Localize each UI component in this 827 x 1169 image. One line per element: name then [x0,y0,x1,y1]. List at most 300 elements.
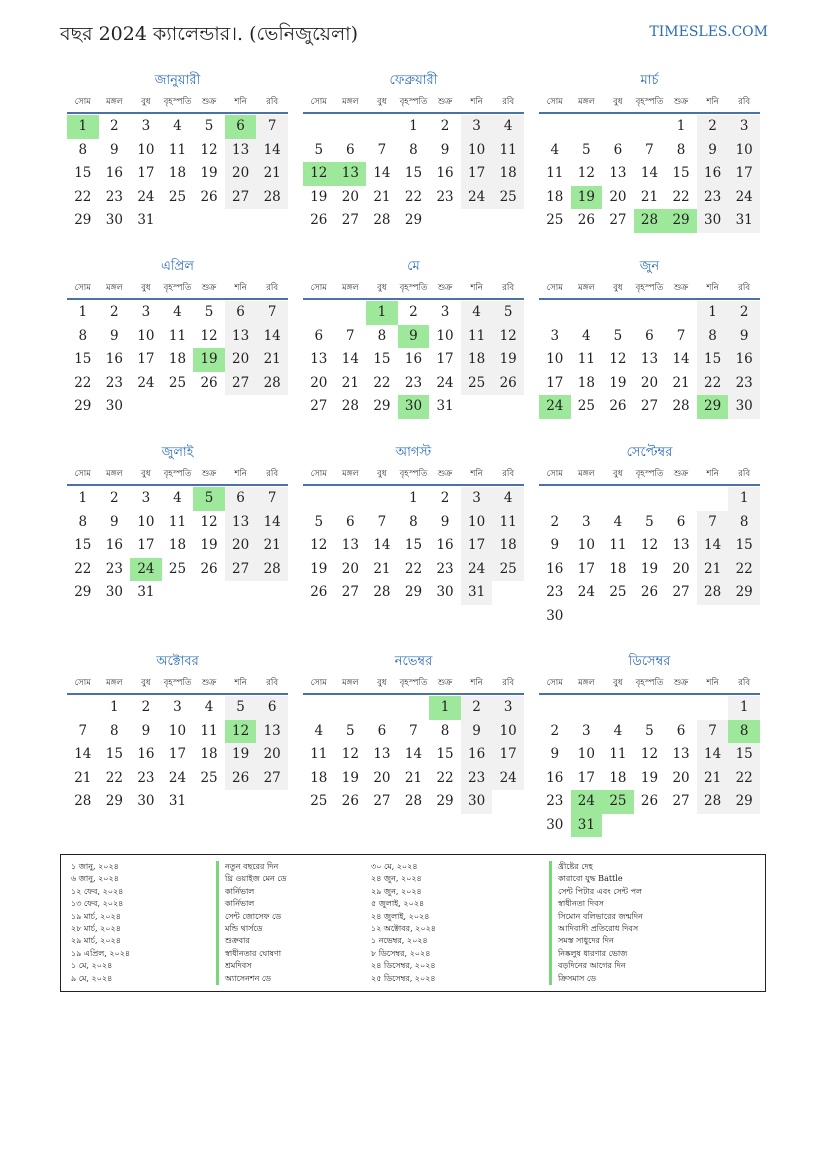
day-cell: 24 [137,374,155,391]
holiday-day-cell: 12 [225,720,257,744]
weekday-label: সোম [310,469,327,479]
day-cell: 31 [137,212,155,228]
day-cell: 13 [609,165,627,181]
holiday-day-cell: 28 [634,209,666,233]
legend-holiday-name: স্বাধীনতা দিবস [549,898,643,910]
weekday-label: বৃহস্পতি [163,283,192,293]
day-cell: 15 [436,746,454,762]
day-cell: 8 [676,141,686,158]
day-cell: 18 [609,560,627,577]
day-cell: 1 [728,696,760,720]
day-cell: 6 [256,696,288,720]
day-cell: 30 [105,584,123,600]
day-cell: 13 [672,746,690,762]
legend-holiday-name: স্বাধীনতার ঘোষণা [216,948,286,960]
day-cell: 10 [577,746,595,762]
day-cell: 9 [440,141,450,158]
day-cell: 30 [546,607,564,624]
weekday-label: রবি [266,97,279,107]
day-cell: 23 [404,374,423,391]
holiday-day-cell: 1 [429,696,461,720]
legend-holiday-name: কার্নিভাল [216,886,286,898]
day-cell: 14 [74,746,92,762]
day-cell: 8 [728,511,760,535]
day-cell: 24 [461,558,493,582]
day-cell: 3 [728,115,760,139]
day-cell: 7 [256,301,288,325]
day-cell: 29 [728,790,760,814]
day-cell: 16 [105,537,123,553]
weekday-label: বৃহস্পতি [163,678,192,688]
day-cell: 10 [168,722,187,739]
day-cell: 7 [346,327,355,344]
day-cell: 17 [168,746,187,762]
day-grid [303,301,524,419]
holiday-day-cell: 1 [366,301,398,325]
empty-cell [335,696,367,720]
weekday-label: বৃহস্পতি [635,283,664,293]
day-cell: 18 [492,162,524,186]
weekday-label: রবি [266,678,279,688]
day-cell: 6 [346,141,355,158]
day-cell: 30 [546,816,564,833]
legend-holiday-name: আদিবাসী প্রতিরোধ দিবস [549,923,643,935]
day-cell: 22 [404,560,423,577]
day-cell: 18 [492,534,524,558]
day-cell: 4 [314,722,324,739]
weekday-header [539,673,760,695]
day-cell: 21 [373,188,391,205]
weekday-label: রবি [266,283,279,293]
weekday-label: শুক্র [437,469,453,479]
month-name: নভেম্বর [394,654,433,669]
day-cell: 23 [728,372,760,396]
empty-cell [697,487,729,511]
legend-date: ২৯ মার্চ, ২০২৪ [71,936,121,946]
day-cell: 9 [697,139,729,163]
day-cell: 18 [461,348,493,372]
day-cell: 11 [461,325,493,349]
weekday-label: শনি [234,469,247,479]
day-cell: 24 [461,186,493,210]
day-cell: 21 [404,769,423,786]
day-cell: 16 [105,351,123,367]
month-block [539,442,760,628]
legend-name-column [549,861,643,985]
legend-date: ১ মে, ২০২৪ [71,961,113,971]
weekday-label: শুক্র [201,678,217,688]
day-cell: 12 [640,746,659,762]
day-cell: 26 [640,584,659,600]
day-cell: 27 [225,186,257,210]
day-cell: 13 [256,720,288,744]
day-cell: 24 [168,769,187,786]
day-cell: 4 [613,722,623,739]
day-grid [539,115,760,233]
day-cell: 13 [225,325,257,349]
weekday-label: বুধ [613,678,623,688]
day-cell: 28 [74,793,92,809]
day-cell: 11 [546,165,564,181]
day-cell: 29 [74,584,92,600]
day-cell: 2 [461,696,493,720]
day-cell: 28 [672,398,690,414]
day-cell: 9 [141,722,151,739]
day-cell: 25 [168,188,187,205]
weekday-label: শুক্র [673,469,689,479]
day-cell: 27 [373,793,391,809]
day-cell: 21 [256,162,288,186]
day-cell: 12 [200,513,218,530]
day-cell: 24 [577,584,595,600]
weekday-label: শনি [470,283,483,293]
day-cell: 2 [110,490,119,506]
day-cell: 27 [256,767,288,791]
day-cell: 21 [640,188,659,205]
site-link[interactable]: TIMESLES.COM [649,24,768,40]
day-cell: 25 [168,560,187,577]
day-cell: 27 [341,212,359,228]
day-cell: 16 [404,351,423,367]
day-cell: 6 [225,487,257,511]
day-cell: 30 [461,790,493,814]
day-cell: 19 [341,769,359,786]
day-grid [67,301,288,419]
empty-cell [697,696,729,720]
day-cell: 13 [672,537,690,553]
weekday-label: সোম [74,97,91,107]
day-cell: 6 [346,513,355,530]
day-cell: 28 [341,398,359,414]
weekday-label: রবি [502,678,515,688]
month-name: জানুয়ারী [154,73,201,88]
day-cell: 8 [377,327,387,344]
legend-holiday-name: কারাবো যুদ্ধ Battle [549,873,643,885]
month-name: অক্টোবর [156,654,199,669]
empty-cell [303,115,335,139]
day-cell: 3 [461,115,493,139]
day-cell: 16 [436,165,454,181]
day-cell: 20 [373,769,391,786]
day-cell: 5 [204,304,214,320]
legend-holiday-name: খ্রীষ্টের দেহ [549,861,643,873]
day-cell: 28 [256,186,288,210]
weekday-label: মঙ্গল [341,678,359,688]
weekday-label: বুধ [613,469,623,479]
weekday-header [67,92,288,114]
day-cell: 8 [78,513,88,530]
day-cell: 4 [550,141,560,158]
day-cell: 23 [105,560,123,577]
day-cell: 28 [404,793,423,809]
day-cell: 11 [577,351,595,367]
legend-date: ১২ অক্টোবর, ২০২৪ [371,923,436,933]
day-cell: 26 [225,767,257,791]
day-cell: 15 [404,165,423,181]
legend-date: ১৯ মার্চ, ২০২৪ [71,911,121,921]
day-cell: 6 [377,722,387,739]
day-cell: 10 [436,327,454,344]
day-cell: 16 [546,560,564,577]
holiday-day-cell: 24 [539,395,571,419]
holiday-day-cell: 6 [225,115,257,139]
day-cell: 14 [672,351,690,367]
day-cell: 4 [204,699,214,715]
day-cell: 2 [110,304,119,320]
day-cell: 25 [310,793,328,809]
day-cell: 15 [74,537,92,553]
day-cell: 30 [105,398,123,414]
weekday-label: রবি [266,469,279,479]
day-cell: 3 [173,699,182,715]
day-cell: 1 [409,118,418,134]
day-cell: 14 [373,165,391,181]
weekday-label: মঙ্গল [341,283,359,293]
weekday-label: শনি [234,678,247,688]
legend-date: ১২ ফেব, ২০২৪ [71,886,124,896]
day-cell: 31 [436,398,454,414]
day-cell: 22 [728,558,760,582]
day-cell: 13 [310,351,328,367]
legend-date-column [371,861,436,985]
day-grid [539,696,760,837]
legend-holiday-name: সমস্ত সাধুদের দিন [549,935,643,947]
day-cell: 20 [225,162,257,186]
day-cell: 4 [492,487,524,511]
day-cell: 26 [341,793,359,809]
empty-cell [602,115,634,139]
weekday-label: শুক্র [673,283,689,293]
day-cell: 24 [436,374,454,391]
holiday-day-cell: 9 [398,325,430,349]
day-cell: 1 [110,699,119,715]
empty-cell [571,301,603,325]
holiday-day-cell: 31 [571,814,603,838]
empty-cell [539,696,571,720]
day-cell: 29 [404,212,423,228]
weekday-header [539,464,760,486]
day-cell: 30 [728,395,760,419]
day-grid [67,487,288,605]
day-cell: 19 [200,537,218,553]
legend-date: ২৫ ডিসেম্বর, ২০২৪ [371,973,436,983]
weekday-label: শুক্র [437,283,453,293]
day-cell: 13 [341,537,359,553]
day-cell: 21 [256,534,288,558]
weekday-label: শুক্র [201,283,217,293]
legend-date: ২৪ ডিসেম্বর, ২০২৪ [371,961,436,971]
day-cell: 9 [461,720,493,744]
empty-cell [602,696,634,720]
weekday-label: বৃহস্পতি [399,678,428,688]
page-title: বছর 2024 ক্যালেন্ডার।. (ভেনিজুয়েলা) [60,23,359,45]
day-cell: 23 [461,767,493,791]
day-cell: 26 [310,584,328,600]
day-cell: 30 [137,793,155,809]
day-cell: 12 [640,537,659,553]
month-name: এপ্রিল [161,259,194,274]
weekday-header [539,92,760,114]
day-cell: 14 [341,351,359,367]
day-cell: 21 [74,769,92,786]
day-cell: 1 [676,118,686,134]
day-cell: 23 [546,793,564,809]
day-cell: 8 [409,141,418,158]
empty-cell [366,115,398,139]
weekday-label: সোম [74,469,91,479]
day-cell: 14 [373,537,391,553]
day-cell: 6 [645,327,654,344]
day-cell: 18 [168,165,187,181]
weekday-header [67,464,288,486]
day-cell: 2 [409,304,418,320]
day-cell: 8 [440,722,450,739]
day-cell: 22 [697,372,729,396]
legend-date: ২৮ মার্চ, ২০২৪ [71,923,121,933]
day-cell: 28 [256,372,288,396]
day-cell: 22 [728,767,760,791]
day-cell: 17 [728,162,760,186]
weekday-label: বৃহস্পতি [163,97,192,107]
day-cell: 12 [200,327,218,344]
legend-date-column [71,861,130,985]
day-cell: 20 [672,769,690,786]
weekday-header [303,464,524,486]
empty-cell [335,301,367,325]
legend-holiday-name: সেন্ট জোসেফ ডে [216,911,286,923]
empty-cell [539,487,571,511]
legend-holiday-name: বড়দিনের আগের দিন [549,960,643,972]
day-cell: 14 [697,534,729,558]
weekday-label: সোম [310,97,327,107]
weekday-header [67,278,288,300]
day-cell: 8 [78,327,88,344]
weekday-label: শনি [234,283,247,293]
weekday-label: শুক্র [437,678,453,688]
day-cell: 15 [728,743,760,767]
day-cell: 31 [728,209,760,233]
day-cell: 16 [546,769,564,786]
day-cell: 5 [645,722,654,739]
weekday-label: মঙ্গল [105,678,123,688]
day-cell: 21 [341,374,359,391]
weekday-label: শনি [706,283,719,293]
day-cell: 13 [373,746,391,762]
weekday-label: সোম [546,97,563,107]
day-cell: 22 [74,560,92,577]
day-cell: 23 [137,769,155,786]
holiday-legend [60,854,766,992]
day-cell: 31 [137,584,155,600]
day-cell: 21 [697,767,729,791]
day-cell: 12 [577,165,595,181]
day-cell: 5 [314,513,324,530]
day-cell: 18 [310,769,328,786]
day-cell: 29 [74,398,92,414]
day-cell: 7 [645,141,654,158]
day-cell: 20 [225,348,257,372]
day-cell: 2 [550,513,560,530]
weekday-label: রবি [502,469,515,479]
weekday-label: মঙ্গল [577,97,595,107]
day-cell: 10 [546,351,564,367]
day-cell: 15 [728,534,760,558]
weekday-label: বৃহস্পতি [635,97,664,107]
day-cell: 27 [672,793,690,809]
day-cell: 6 [613,141,623,158]
weekday-label: রবি [738,469,751,479]
empty-cell [366,487,398,511]
day-cell: 14 [404,746,423,762]
day-cell: 19 [640,560,659,577]
empty-cell [571,696,603,720]
legend-holiday-name: কার্নিভাল [216,898,286,910]
day-cell: 7 [256,115,288,139]
day-cell: 10 [137,513,155,530]
empty-cell [303,301,335,325]
month-block [303,70,524,233]
day-cell: 19 [225,743,257,767]
day-cell: 11 [168,513,187,530]
day-cell: 10 [461,511,493,535]
day-cell: 19 [609,374,627,391]
day-cell: 18 [168,537,187,553]
day-cell: 26 [577,212,595,228]
day-cell: 7 [377,141,387,158]
day-cell: 19 [310,560,328,577]
day-grid [67,696,288,814]
day-cell: 10 [137,141,155,158]
weekday-label: রবি [738,678,751,688]
day-cell: 28 [697,790,729,814]
day-cell: 26 [310,212,328,228]
day-cell: 5 [225,696,257,720]
day-cell: 12 [341,746,359,762]
day-cell: 17 [137,351,155,367]
day-grid [303,487,524,605]
day-cell: 18 [168,351,187,367]
empty-cell [366,696,398,720]
day-cell: 15 [74,165,92,181]
holiday-day-cell: 30 [398,395,430,419]
month-name: জুলাই [161,445,194,460]
empty-cell [665,301,697,325]
day-cell: 22 [672,188,690,205]
day-cell: 1 [697,301,729,325]
day-cell: 13 [225,511,257,535]
day-cell: 20 [341,188,359,205]
day-cell: 22 [105,769,123,786]
weekday-label: সোম [310,283,327,293]
holiday-day-cell: 29 [665,209,697,233]
month-block [67,70,288,233]
day-cell: 2 [550,722,560,739]
day-cell: 25 [168,374,187,391]
legend-holiday-name: নিষ্কলুষ ধারণার ভোজ [549,948,643,960]
day-cell: 11 [168,141,187,158]
day-cell: 10 [577,537,595,553]
day-cell: 15 [672,165,690,181]
day-cell: 25 [577,398,595,414]
day-cell: 6 [314,327,324,344]
weekday-label: সোম [310,678,327,688]
day-cell: 16 [105,165,123,181]
weekday-label: বুধ [141,469,151,479]
empty-cell [398,696,430,720]
weekday-label: রবি [738,283,751,293]
day-cell: 24 [492,767,524,791]
day-cell: 26 [200,560,218,577]
